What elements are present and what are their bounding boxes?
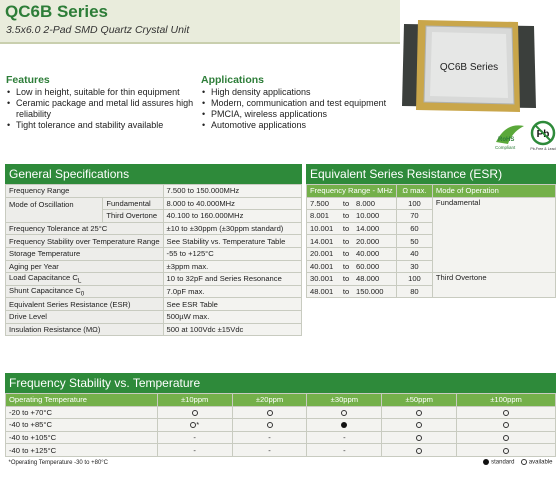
list-item: • Tight tolerance and stability available — [6, 120, 201, 131]
availability-cell — [457, 444, 556, 457]
availability-cell — [157, 419, 232, 432]
esr-table — [306, 184, 556, 298]
available-marker-icon — [521, 459, 527, 465]
available-marker-icon — [416, 422, 422, 428]
not-available-cell: - — [307, 431, 382, 444]
list-item: • Modern, communication and test equipment — [201, 98, 401, 109]
stability-footer — [6, 456, 556, 468]
frequency-range-cell: 30.001 to 48.000 — [307, 273, 397, 286]
column-header: ±100ppm — [457, 394, 556, 407]
table-row — [307, 197, 556, 210]
availability-cell — [382, 444, 457, 457]
mode-cell: Fundamental — [432, 197, 555, 273]
column-header: Ω max. — [396, 185, 432, 198]
available-marker-icon — [192, 410, 198, 416]
column-header: Frequency Range - MHz — [307, 185, 397, 198]
table-row — [6, 406, 556, 419]
stability-title: Frequency Stability vs. Temperature — [5, 373, 556, 393]
availability-cell — [457, 406, 556, 419]
availability-cell — [232, 406, 307, 419]
available-marker-icon — [503, 448, 509, 454]
table-row: Frequency Stability over Temperature Range See Stability vs. Temperature Table — [6, 235, 302, 248]
table-row: Aging per Year ±3ppm max. — [6, 260, 302, 273]
ohm-cell: 50 — [396, 235, 432, 248]
column-header: ±20ppm — [232, 394, 307, 407]
availability-cell — [457, 431, 556, 444]
pb-free-badge — [530, 122, 555, 151]
footnote: *Operating Temperature -30 to +80°C — [6, 456, 382, 468]
frequency-range-cell: 8.001 to 10.000 — [307, 210, 397, 223]
temperature-cell: -40 to +85°C — [6, 419, 158, 432]
table-row: Drive Level 500µW max. — [6, 310, 302, 323]
available-marker-icon — [341, 410, 347, 416]
column-header: ±10ppm — [157, 394, 232, 407]
mode-cell: Third Overtone — [432, 273, 555, 298]
table-row — [307, 273, 556, 286]
standard-marker-icon — [483, 459, 489, 465]
ohm-cell: 40 — [396, 247, 432, 260]
not-available-cell: - — [232, 444, 307, 457]
not-available-cell: - — [232, 431, 307, 444]
list-item: • Automotive applications — [201, 120, 401, 131]
header-rule — [0, 42, 400, 44]
svg-text:Pb-Free & Lead: Pb-Free & Lead — [530, 147, 556, 151]
availability-cell — [157, 406, 232, 419]
availability-cell — [382, 419, 457, 432]
table-header-row — [307, 185, 556, 198]
availability-cell — [232, 419, 307, 432]
frequency-range-cell: 20.001 to 40.000 — [307, 247, 397, 260]
table-row: Mode of Oscillation Fundamental 8.000 to 40.000MHz — [6, 197, 302, 210]
table-row: Insulation Resistance (MΩ) 500 at 100Vdc ±15Vdc — [6, 323, 302, 336]
general-specs-table — [5, 184, 302, 336]
availability-cell — [382, 431, 457, 444]
table-row: Frequency Tolerance at 25°C ±10 to ±30ppm (±30ppm standard) — [6, 222, 302, 235]
availability-cell — [307, 419, 382, 432]
not-available-cell: - — [307, 444, 382, 457]
frequency-range-cell: 40.001 to 60.000 — [307, 260, 397, 273]
table-row: Storage Temperature -55 to +125°C — [6, 247, 302, 260]
table-row: Third Overtone 40.100 to 160.000MHz — [6, 210, 302, 223]
general-specs-title: General Specifications — [5, 164, 302, 184]
frequency-range-cell: 48.001 to 150.000 — [307, 285, 397, 298]
available-marker-icon — [503, 410, 509, 416]
available-marker-icon — [503, 435, 509, 441]
crystal-label: QC6B Series — [439, 62, 499, 73]
not-available-cell: - — [157, 431, 232, 444]
ohm-cell: 60 — [396, 222, 432, 235]
temperature-cell: -20 to +70°C — [6, 406, 158, 419]
available-marker-icon — [267, 422, 273, 428]
not-available-cell: - — [157, 444, 232, 457]
legend-available: available — [528, 460, 553, 466]
table-row: Frequency Range 7.500 to 150.000MHz — [6, 185, 302, 198]
available-marker-icon — [416, 448, 422, 454]
temperature-cell: -40 to +105°C — [6, 431, 158, 444]
table-row — [6, 431, 556, 444]
column-header: Mode of Operation — [432, 185, 555, 198]
available-marker-icon — [267, 410, 273, 416]
availability-cell — [457, 419, 556, 432]
footnote-asterisk: * — [196, 420, 200, 430]
ohm-cell: 80 — [396, 285, 432, 298]
list-item: • Ceramic package and metal lid assures high reliability — [6, 98, 201, 120]
ohm-cell: 30 — [396, 260, 432, 273]
list-item: • PMCIA, wireless applications — [201, 109, 401, 120]
svg-text:Pb: Pb — [536, 129, 550, 140]
features-heading: Features — [6, 74, 50, 86]
standard-marker-icon — [341, 422, 347, 428]
rohs-badge — [495, 125, 524, 150]
svg-text:RoHS: RoHS — [498, 137, 515, 143]
temperature-cell: -40 to +125°C — [6, 444, 158, 457]
frequency-range-cell: 14.001 to 20.000 — [307, 235, 397, 248]
table-row — [6, 444, 556, 457]
esr-title: Equivalent Series Resistance (ESR) — [306, 164, 556, 184]
applications-heading: Applications — [201, 74, 265, 86]
compliance-badges — [492, 118, 558, 152]
column-header: ±30ppm — [307, 394, 382, 407]
ohm-cell: 100 — [396, 197, 432, 210]
table-header-row — [6, 394, 556, 407]
available-marker-icon — [503, 422, 509, 428]
svg-text:Compliant: Compliant — [495, 145, 516, 150]
frequency-range-cell: 7.500 to 8.000 — [307, 197, 397, 210]
page-title: QC6B Series — [5, 2, 108, 21]
ohm-cell: 100 — [396, 273, 432, 286]
applications-list — [201, 87, 401, 131]
table-row: Equivalent Series Resistance (ESR) See ESR Table — [6, 298, 302, 311]
list-item: • High density applications — [201, 87, 401, 98]
stability-table — [5, 393, 556, 468]
available-marker-icon — [416, 410, 422, 416]
column-header: Operating Temperature — [6, 394, 158, 407]
available-marker-icon — [416, 435, 422, 441]
features-list — [6, 87, 201, 131]
page-subtitle: 3.5x6.0 2-Pad SMD Quartz Crystal Unit — [6, 24, 190, 36]
crystal-image — [396, 16, 542, 116]
list-item: • Low in height, suitable for thin equipment — [6, 87, 201, 98]
availability-cell — [382, 406, 457, 419]
ohm-cell: 70 — [396, 210, 432, 223]
availability-cell — [307, 406, 382, 419]
legend-standard: standard — [491, 460, 515, 466]
frequency-range-cell: 10.001 to 14.000 — [307, 222, 397, 235]
table-row — [6, 419, 556, 432]
table-row: Shunt Capacitance $C_0$ 7.0pF max. — [6, 285, 302, 298]
column-header: ±50ppm — [382, 394, 457, 407]
table-row: Load Capacitance $C_L$ 10 to 32pF and Series Resonance — [6, 273, 302, 286]
